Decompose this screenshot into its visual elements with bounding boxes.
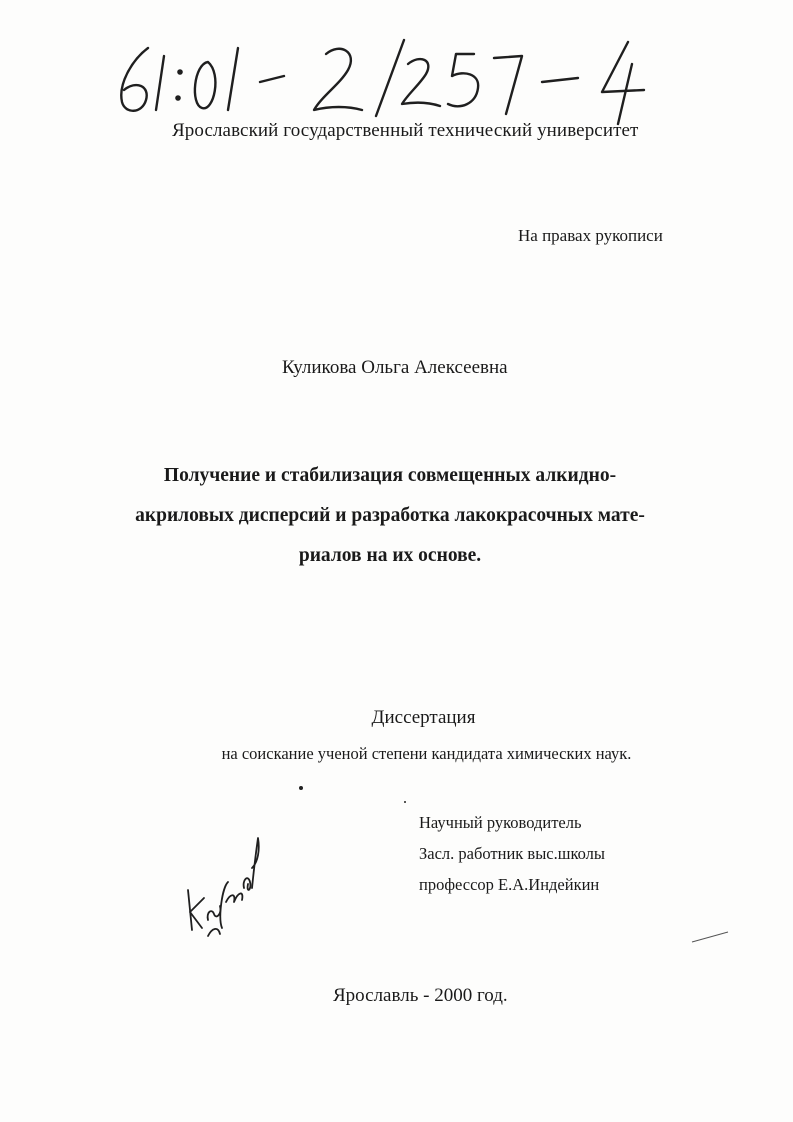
- handwritten-archive-code: [108, 18, 668, 128]
- scan-speck: [404, 801, 406, 803]
- supervisor-line: профессор Е.А.Индейкин: [419, 875, 600, 894]
- handwritten-signature: [178, 828, 270, 940]
- dissertation-title: [100, 456, 680, 576]
- scan-speck: [299, 786, 303, 790]
- title-line: риалов на их основе.: [298, 545, 482, 566]
- author-name: Куликова Ольга Алексеевна: [282, 357, 508, 378]
- title-line: Получение и стабилизация совмещенных алкидно-: [163, 465, 617, 486]
- manuscript-note: На правах рукописи: [518, 226, 663, 245]
- degree-statement: на соискание ученой степени кандидата химических наук.: [221, 744, 632, 763]
- university-name: Ярославский государственный технический университет: [172, 120, 639, 141]
- supervisor-line: Засл. работник выс.школы: [419, 844, 605, 863]
- document-type: Диссертация: [371, 707, 476, 728]
- supervisor-line: Научный руководитель: [419, 813, 582, 832]
- supervisor-info: [419, 807, 605, 900]
- title-line: акриловых дисперсий и разработка лакокрасочных мате-: [135, 505, 645, 526]
- scan-mark: [690, 930, 730, 944]
- city-year: Ярославль - 2000 год.: [333, 985, 508, 1006]
